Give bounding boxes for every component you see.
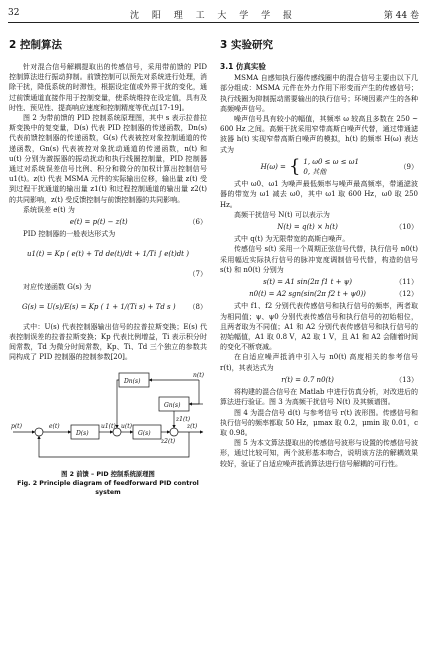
- equation-expression: e(t) = p(t) − z(t): [69, 218, 128, 227]
- right-column: [220, 36, 418, 469]
- equation-11: [220, 277, 418, 287]
- label-d: D(s): [76, 429, 89, 437]
- figure-caption: [9, 470, 207, 497]
- label-u: u(t): [121, 422, 132, 430]
- equation-number: （13）: [395, 375, 418, 384]
- summing-junction: [170, 428, 178, 436]
- equation-8: [9, 294, 207, 320]
- label-z1: z1(t): [176, 415, 191, 423]
- paragraph: 式中 ω0、ω1 为噪声最低频率与噪声最高频率，带通滤波器的带宽为 ω1 减去 ω0，其中 ω1 取 600 Hz，ω0 取 250 Hz。: [220, 180, 418, 209]
- volume-label: 第 44 卷: [383, 11, 419, 21]
- paragraph: 在自适应噪声抵消中引入与 n0(t) 高度相关的参考信号 r(t)，其表达式为: [220, 353, 418, 372]
- running-header: [8, 8, 419, 22]
- header-rule: [8, 22, 419, 23]
- page-number: 32: [8, 8, 20, 18]
- paragraph: 将构建的混合信号在 Matlab 中进行仿真分析，对改进后的算法进行验证。图 3 为高频干扰信号 N(t) 及其频谱图。: [220, 388, 418, 407]
- journal-title: 沈 阳 理 工 大 学 学 报: [129, 11, 298, 21]
- caption-zh: 图 2 前馈 – PID 控制系统原理图: [61, 470, 155, 478]
- left-column: [9, 36, 207, 497]
- equation-number: （9）: [399, 162, 418, 171]
- paragraph: 系统误差 e(t) 为: [23, 205, 75, 214]
- equation-expression: G(s) = U(s)/E(s) = Kp ( 1 + 1/(Ti s) + Td s ): [21, 302, 176, 311]
- equation-case: 0, 其他: [303, 168, 327, 177]
- equation-13: [220, 375, 418, 385]
- paragraph: 图 2 为带前馈的 PID 控制系统原理图，其中 s 表示拉普拉斯变换中的复变量，D(s) 代表 PID 控制器的传递函数，Dn(s) 代表前馈控制器的传递函数，G(s) 代表被控对象控制通道的传递函数，Gn(s) 代表被控对象扰动通道的传递函数，n(t) 和 u(t) 分别为激振器的振动扰动和执行线圈控制量，PID 控制器通过对系统误差信号比例、积分和微分的加权计算出控制信号 u1(t)。z(t) 代表 MSMA 元件的实际输出位移，输出量 z(t) 受到过程干扰通道的输出量 z1(t) 和过程控制通道的输出量 z2(t) 的共同影响，z(t) 受反馈控制与前馈控制器的共同影响。: [9, 114, 207, 204]
- summing-junction: [35, 428, 43, 436]
- section-title-control: 2 控制算法: [9, 39, 62, 51]
- equation-expression: n0(t) = A2 sgn(sin(2π f2 t + ψ0)): [249, 290, 366, 299]
- equation-number: （6）: [188, 218, 207, 227]
- paragraph: 针对混合信号解耦提取出的传感信号，采用带前馈的 PID 控制算法进行振动抑制。前馈控制可以预先对系统进行处理，消除干扰，降低系统的时滞性，根据设定值或外界干扰的变化，通过前馈通道直接作用于控制变量，使系统维持在设定值，具有及时性、预见性、提高响应速度和控制精度等优点[17-19]。: [9, 63, 207, 112]
- equation-9: H(ω) = { 1, ω0 ≤ ω ≤ ω1 0, 其他 （9）: [260, 156, 418, 178]
- paragraph: 传感信号 s(t) 采用一个周期正弦信号代替，执行信号 n0(t) 采用幅近实际执行信号的脉冲宽度调制信号代替，构造的信号 s(t) 和 n0(t) 分别为: [220, 245, 418, 274]
- section-title-experiment: 3 实验研究: [220, 39, 273, 51]
- equation-expression: N(t) = q(t) × h(t): [277, 223, 338, 232]
- equation-10: [220, 222, 418, 232]
- paragraph: 式中：U(s) 代表控制器输出信号的拉普拉斯变换；E(s) 代表控制误差的拉普拉斯变换；Kp 代表比例增益，Ti 表示积分时间常数，Td 为微分时间常数，Kp、Ti、Td 三个独立的参数共同构成了 PID 控制器的控制参数[20]。: [9, 322, 207, 362]
- feedforward-pid-diagram: [9, 369, 207, 465]
- equation-lhs: H(ω) =: [260, 162, 286, 171]
- equation-case: 1, ω0 ≤ ω ≤ ω1: [303, 157, 359, 166]
- equation-expression: u1(t) = Kp ( e(t) + Td de(t)/dt + 1/Ti ∫ e(t)dt ): [27, 250, 189, 259]
- equation-6: [9, 217, 207, 227]
- equation-number: （10）: [395, 223, 418, 232]
- equation-number: （8）: [188, 302, 207, 311]
- label-z2: z2(t): [161, 437, 176, 445]
- label-n: n(t): [193, 371, 204, 379]
- label-e: e(t): [49, 422, 60, 430]
- label-z: z(t): [187, 422, 198, 430]
- label-u1: u1(t): [101, 422, 116, 430]
- equation-number: （7）: [188, 270, 207, 279]
- equation-7: [9, 241, 207, 267]
- paragraph: 高频干扰信号 N(t) 可以表示为: [234, 210, 330, 219]
- subsection-title: 3.1 仿真实验: [220, 62, 266, 71]
- equation-7-number-row: [9, 269, 207, 279]
- paragraph: 对应传递函数 G(s) 为: [23, 282, 92, 291]
- paragraph: MSMA 自感知执行器传感线圈中的混合信号主要由以下几部分组成：MSMA 元件在外力作用下形变而产生的传感信号；执行线圈为抑制振动需要输出的执行信号；环境因素产生的各种高频噪声信号。: [220, 74, 418, 113]
- label-gn: Gn(s): [164, 401, 181, 409]
- paragraph: 图 5 为本文算法提取出的传感信号波形与设置的传感信号波形，通过比较可知，两个波形基本吻合，说明该方法的解耦效果较好，验证了自适应噪声抵消算法进行信号解耦的可行性。: [220, 439, 418, 468]
- equation-expression: s(t) = A1 sin(2π f1 t + ψ): [263, 278, 352, 287]
- equation-number: （11）: [395, 278, 418, 287]
- equation-number: （12）: [395, 290, 418, 299]
- label-p: p(t): [11, 422, 22, 430]
- paragraph: 图 4 为混合信号 d(t) 与参考信号 r(t) 波形图。传感信号和执行信号的频率都取 50 Hz，μmax 取 0.2，μmin 取 0.01，c 取 0.98。: [220, 408, 418, 437]
- label-g: G(s): [138, 429, 151, 437]
- equation-expression: r(t) = 0.7 n0(t): [281, 375, 334, 384]
- caption-en: system: [95, 488, 121, 496]
- paragraph: PID 控制器的一般表达形式为: [23, 230, 116, 239]
- paragraph: 式中 q(t) 为无限带宽的高斯白噪声。: [234, 235, 350, 244]
- block-diagram: [9, 369, 207, 468]
- caption-en: Fig. 2 Principle diagram of feedforward PID control: [17, 479, 199, 487]
- paragraph: 噪声信号具有较小的幅值，其频率 ω 较高且多数在 250 ~ 600 Hz 之间。高频干扰采用窄带高斯白噪声代替，通过带通滤波器 h(t) 实现窄带高斯白噪声的模拟，h(t) 的频率 H(ω) 表达式为: [220, 115, 418, 154]
- equation-12: [220, 289, 418, 299]
- label-dn: Dn(s): [124, 377, 141, 385]
- paragraph: 式中 f1、f2 分别代表传感信号和执行信号的频率，两者取为相同值；ψ、ψ0 分别代表传感信号和执行信号的初始相位，且两者取为不同值；A1 和 A2 分别代表传感信号和执行信号的初始幅值，A1 取 0.8 V，A2 取 1 V，且 A1 和 A2 会随着时间的变化不断衰减。: [220, 302, 418, 352]
